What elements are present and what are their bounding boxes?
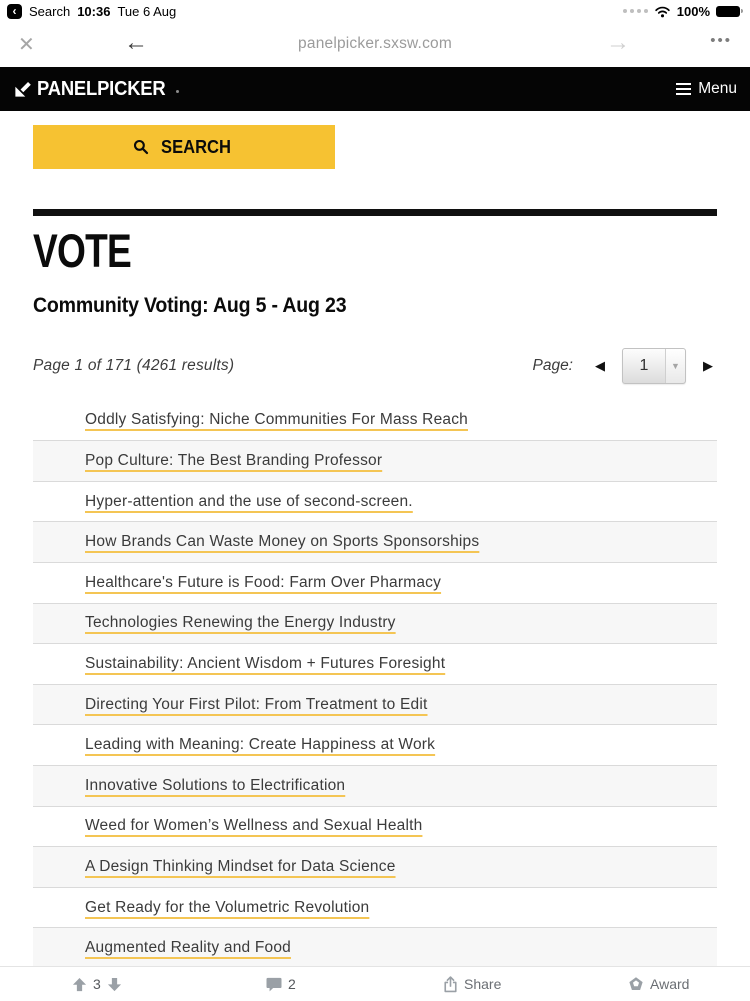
prev-page-button[interactable]: ◀ bbox=[595, 358, 605, 374]
close-icon[interactable]: ✕ bbox=[18, 34, 35, 56]
list-item bbox=[33, 482, 717, 523]
list-item bbox=[33, 888, 717, 929]
session-link[interactable]: Innovative Solutions to Electrification bbox=[85, 776, 346, 794]
voting-period-subtitle: Community Voting: Aug 5 - Aug 23 bbox=[33, 293, 347, 317]
session-list bbox=[33, 401, 717, 969]
list-item bbox=[33, 807, 717, 848]
session-link[interactable]: A Design Thinking Mindset for Data Science bbox=[85, 857, 396, 875]
clock: 10:36 bbox=[77, 3, 111, 19]
wifi-icon bbox=[654, 5, 671, 18]
section-divider bbox=[33, 209, 717, 216]
page-select-value: 1 bbox=[639, 356, 649, 374]
list-item bbox=[33, 441, 717, 482]
panelpicker-logo[interactable] bbox=[13, 78, 179, 101]
session-link[interactable]: Leading with Meaning: Create Happiness at Work bbox=[85, 736, 436, 754]
session-link[interactable]: Pop Culture: The Best Branding Professor bbox=[85, 452, 383, 470]
page-content bbox=[0, 125, 750, 969]
battery-percent: 100% bbox=[676, 3, 710, 19]
page-select-caret-zone bbox=[665, 349, 685, 383]
page-title: VOTE bbox=[33, 224, 131, 277]
forward-icon: → bbox=[606, 29, 630, 56]
comment-count: 2 bbox=[288, 976, 296, 992]
search-icon bbox=[133, 139, 149, 155]
logo-dot bbox=[176, 90, 179, 93]
session-link[interactable]: Get Ready for the Volumetric Revolution bbox=[85, 898, 370, 916]
award-button[interactable] bbox=[628, 967, 689, 1001]
arrow-down-left-icon bbox=[13, 80, 32, 99]
share-label: Share bbox=[464, 976, 502, 992]
results-summary: Page 1 of 171 (4261 results) bbox=[33, 356, 235, 374]
session-link[interactable]: Directing Your First Pilot: From Treatment to Edit bbox=[85, 695, 428, 713]
pager-controls bbox=[532, 348, 717, 384]
chevron-down-icon: ▼ bbox=[671, 360, 680, 371]
session-link[interactable]: Oddly Satisfying: Niche Communities For Mass Reach bbox=[85, 411, 468, 429]
menu-button[interactable] bbox=[676, 80, 737, 98]
vote-count: 3 bbox=[93, 976, 101, 992]
share-icon bbox=[443, 976, 458, 993]
session-link[interactable]: Hyper-attention and the use of second-screen. bbox=[85, 492, 413, 510]
search-button[interactable] bbox=[33, 125, 335, 169]
downvote-icon[interactable] bbox=[107, 977, 122, 992]
session-link[interactable]: Technologies Renewing the Energy Industry bbox=[85, 614, 396, 632]
cellular-signal-icon bbox=[623, 9, 648, 13]
share-button[interactable] bbox=[443, 967, 501, 1001]
site-header bbox=[0, 67, 750, 111]
more-menu-icon[interactable]: ••• bbox=[710, 32, 732, 49]
hamburger-icon bbox=[676, 83, 691, 95]
list-item bbox=[33, 725, 717, 766]
list-item bbox=[33, 401, 717, 442]
back-to-app-chip[interactable]: ‹ bbox=[7, 4, 22, 19]
session-link[interactable]: How Brands Can Waste Money on Sports Sponsorships bbox=[85, 533, 480, 551]
pagination-row bbox=[33, 348, 717, 384]
list-item bbox=[33, 604, 717, 645]
battery-icon bbox=[716, 6, 743, 17]
browser-toolbar bbox=[0, 22, 750, 67]
list-item bbox=[33, 847, 717, 888]
address-bar[interactable]: panelpicker.sxsw.com bbox=[298, 35, 452, 52]
upvote-icon[interactable] bbox=[72, 977, 87, 992]
list-item bbox=[33, 522, 717, 563]
list-item bbox=[33, 766, 717, 807]
session-link[interactable]: Weed for Women’s Wellness and Sexual Health bbox=[85, 817, 423, 835]
session-link[interactable]: Sustainability: Ancient Wisdom + Futures Foresight bbox=[85, 655, 446, 672]
list-item bbox=[33, 685, 717, 726]
list-item bbox=[33, 563, 717, 604]
list-item bbox=[33, 644, 717, 685]
next-page-button[interactable]: ▶ bbox=[703, 358, 713, 374]
page-select[interactable] bbox=[622, 348, 686, 384]
menu-label: Menu bbox=[698, 80, 737, 97]
session-link[interactable]: Augmented Reality and Food bbox=[85, 939, 291, 957]
list-item bbox=[33, 928, 717, 969]
post-action-bar bbox=[0, 966, 750, 1000]
page-label: Page: bbox=[532, 356, 573, 374]
award-label: Award bbox=[650, 976, 690, 992]
date: Tue 6 Aug bbox=[117, 3, 177, 19]
search-label: SEARCH bbox=[161, 136, 232, 157]
session-link[interactable]: Healthcare's Future is Food: Farm Over Pharmacy bbox=[85, 573, 442, 591]
back-to-app-label[interactable]: Search bbox=[29, 3, 71, 19]
logo-text: PANELPICKER bbox=[37, 77, 166, 100]
status-bar bbox=[0, 0, 750, 22]
comment-icon[interactable] bbox=[266, 977, 282, 992]
back-icon[interactable]: ← bbox=[124, 29, 148, 56]
award-icon bbox=[628, 976, 644, 992]
